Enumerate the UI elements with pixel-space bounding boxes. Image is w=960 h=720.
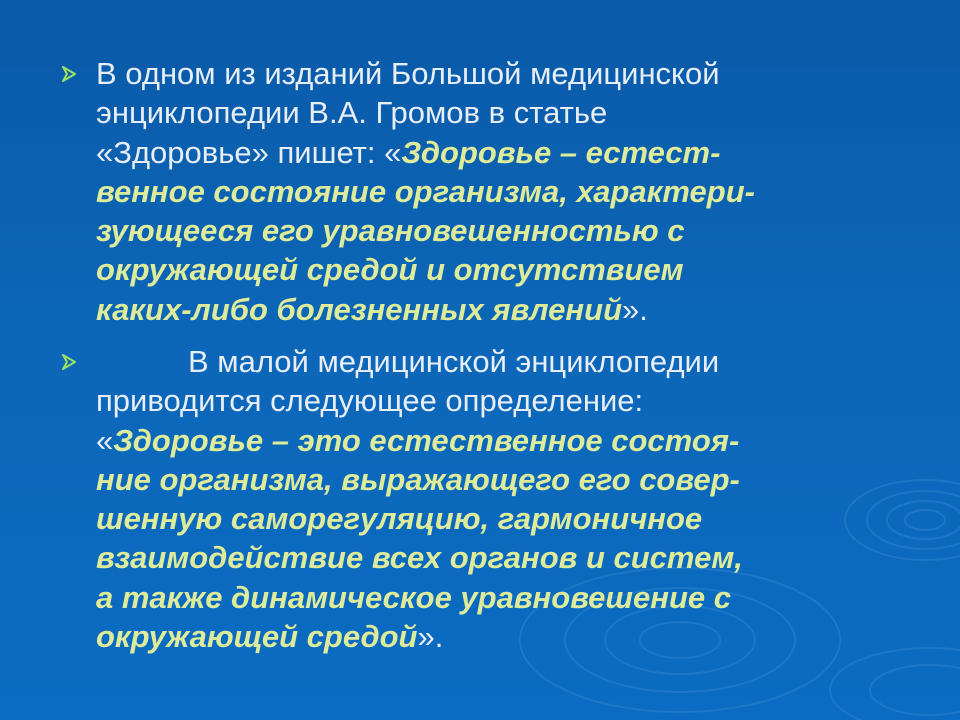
body-text: « (96, 422, 114, 458)
text-line (96, 617, 896, 656)
text-line (96, 460, 896, 499)
body-text: ». (417, 619, 444, 655)
emphasis-text: окружающей средой и отсутствием (96, 252, 684, 288)
text-line (96, 93, 896, 132)
body-text: энциклопедии В.А. Громов в статье (96, 95, 608, 131)
emphasis-text: окружающей средой (96, 619, 418, 655)
bullet-1 (60, 64, 80, 84)
text-line (96, 421, 896, 460)
chevron-arrow-icon (60, 352, 80, 372)
emphasis-text: Здоровье – естест- (401, 134, 721, 170)
chevron-arrow-icon (60, 64, 80, 84)
emphasis-text: а также динамическое уравновешение с (96, 579, 731, 615)
text-line (96, 578, 896, 617)
body-text: приводится следующее определение: (96, 383, 644, 419)
emphasis-text: зующееся его уравновешенностью с (96, 213, 685, 249)
text-line (96, 54, 896, 93)
emphasis-text: каких-либо болезненных явлений (96, 291, 623, 327)
body-text: ». (622, 291, 648, 327)
body-text: В одном из изданий Большой медицинской (96, 56, 720, 91)
text-line (96, 211, 896, 250)
body-text: В малой медицинской энциклопедии (188, 344, 720, 379)
emphasis-text: ние организма, выражающего его совер- (96, 461, 740, 497)
text-line (96, 499, 896, 538)
emphasis-text: Здоровье – это естественное состоя- (113, 422, 740, 458)
text-line (96, 290, 896, 329)
emphasis-text: взаимодействие всех органов и систем, (96, 540, 743, 576)
text-line (96, 172, 896, 211)
text-line (96, 381, 896, 420)
emphasis-text: шенную саморегуляцию, гармоничное (96, 501, 703, 537)
paragraph-2 (96, 342, 896, 656)
text-line (96, 133, 896, 172)
bullet-2 (60, 352, 80, 372)
text-line (96, 250, 896, 289)
text-line (96, 342, 896, 381)
body-text: «Здоровье» пишет: « (96, 134, 402, 170)
emphasis-text: венное состояние организма, характери- (96, 173, 755, 209)
text-line (96, 538, 896, 577)
paragraph-1 (96, 54, 896, 329)
